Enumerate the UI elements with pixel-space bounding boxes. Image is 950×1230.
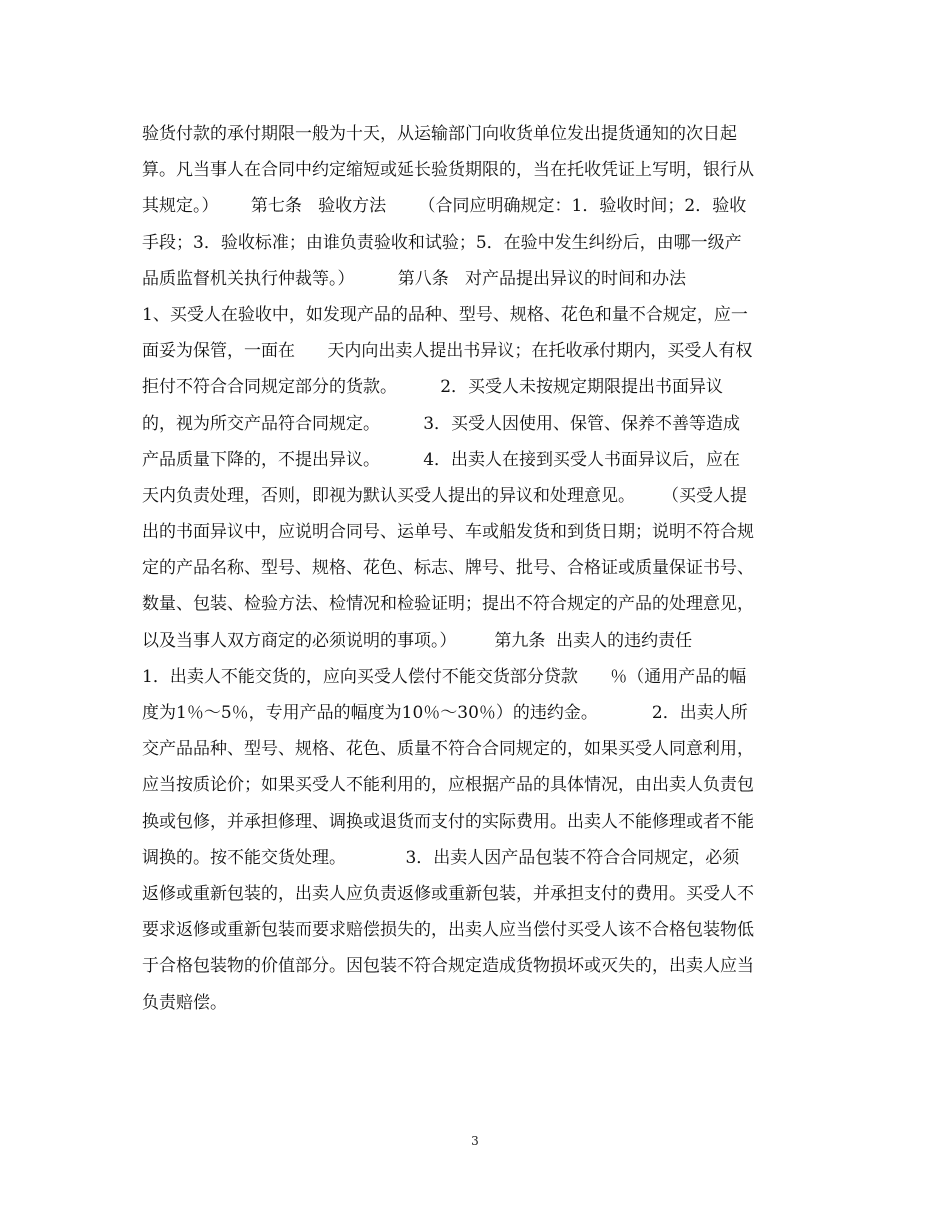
- text-line: 手段；3．验收标准；由谁负责验收和试验；5．在验中发生纠纷后，由哪一级产: [142, 232, 742, 253]
- text-line: 度为1％～5％，专用产品的幅度为10％～30％）的违约金。 2．出卖人所: [142, 703, 748, 723]
- text-line: 面妥为保管，一面在 天内向出卖人提出书异议；在托收承付期内，买受人有权: [142, 341, 753, 362]
- text-line: 要求返修或重新包装而要求赔偿损失的，出卖人应当偿付买受人该不合格包装物低: [142, 920, 754, 941]
- text-line: 应当按质论价；如果买受人不能利用的，应根据产品的具体情况，由出卖人负责包: [142, 775, 754, 796]
- text-line: 1．出卖人不能交货的，应向买受人偿付不能交货部分贷款 ％（通用产品的幅: [142, 666, 747, 687]
- text-line: 出的书面异议中，应说明合同号、运单号、车或船发货和到货日期；说明不符合规: [142, 522, 754, 543]
- text-line: 换或包修，并承担修理、调换或退货而支付的实际费用。出卖人不能修理或者不能: [142, 811, 754, 832]
- text-line: 于合格包装物的价值部分。因包装不符合规定造成货物损坏或灭失的，出卖人应当: [142, 956, 754, 977]
- text-line: 负责赔偿。: [142, 992, 227, 1013]
- text-line: 的，视为所交产品符合同规定。 3．买受人因使用、保管、保养不善等造成: [142, 413, 741, 434]
- text-line: 调换的。按不能交货处理。 3．出卖人因产品包装不符合合同规定，必须: [142, 847, 740, 868]
- text-line: 以及当事人双方商定的必须说明的事项。） 第九条 出卖人的违约责任: [142, 630, 693, 651]
- text-line: 其规定。） 第七条 验收方法 （合同应明确规定：1．验收时间；2．验收: [142, 196, 747, 217]
- text-line: 定的产品名称、型号、规格、花色、标志、牌号、批号、合格证或质量保证书号、: [142, 558, 754, 579]
- page-number: 3: [471, 1134, 479, 1148]
- text-line: 返修或重新包装的，出卖人应负责返修或重新包装，并承担支付的费用。买受人不: [142, 883, 754, 904]
- text-line: 品质监督机关执行仲裁等。） 第八条 对产品提出异议的时间和办法: [142, 268, 686, 289]
- text-line: 算。凡当事人在合同中约定缩短或延长验货期限的，当在托收凭证上写明，银行从: [142, 160, 754, 181]
- text-line: 1、买受人在验收中，如发现产品的品种、型号、规格、花色和量不合规定，应一: [142, 304, 748, 325]
- text-line: 天内负责处理，否则，即视为默认买受人提出的异议和处理意见。 （买受人提: [142, 485, 748, 506]
- text-line: 交产品品种、型号、规格、花色、质量不符合合同规定的，如果买受人同意利用，: [142, 739, 754, 760]
- text-line: 产品质量下降的，不提出异议。 4．出卖人在接到买受人书面异议后，应在: [142, 449, 741, 470]
- document-body: [142, 116, 817, 1021]
- text-line: 拒付不符合合同规定部分的货款。 2．买受人未按规定期限提出书面异议: [142, 377, 724, 398]
- text-line: 验货付款的承付期限一般为十天，从运输部门向收货单位发出提货通知的次日起: [142, 124, 737, 144]
- text-line: 数量、包装、检验方法、检情况和检验证明；提出不符合规定的产品的处理意见，: [142, 594, 754, 615]
